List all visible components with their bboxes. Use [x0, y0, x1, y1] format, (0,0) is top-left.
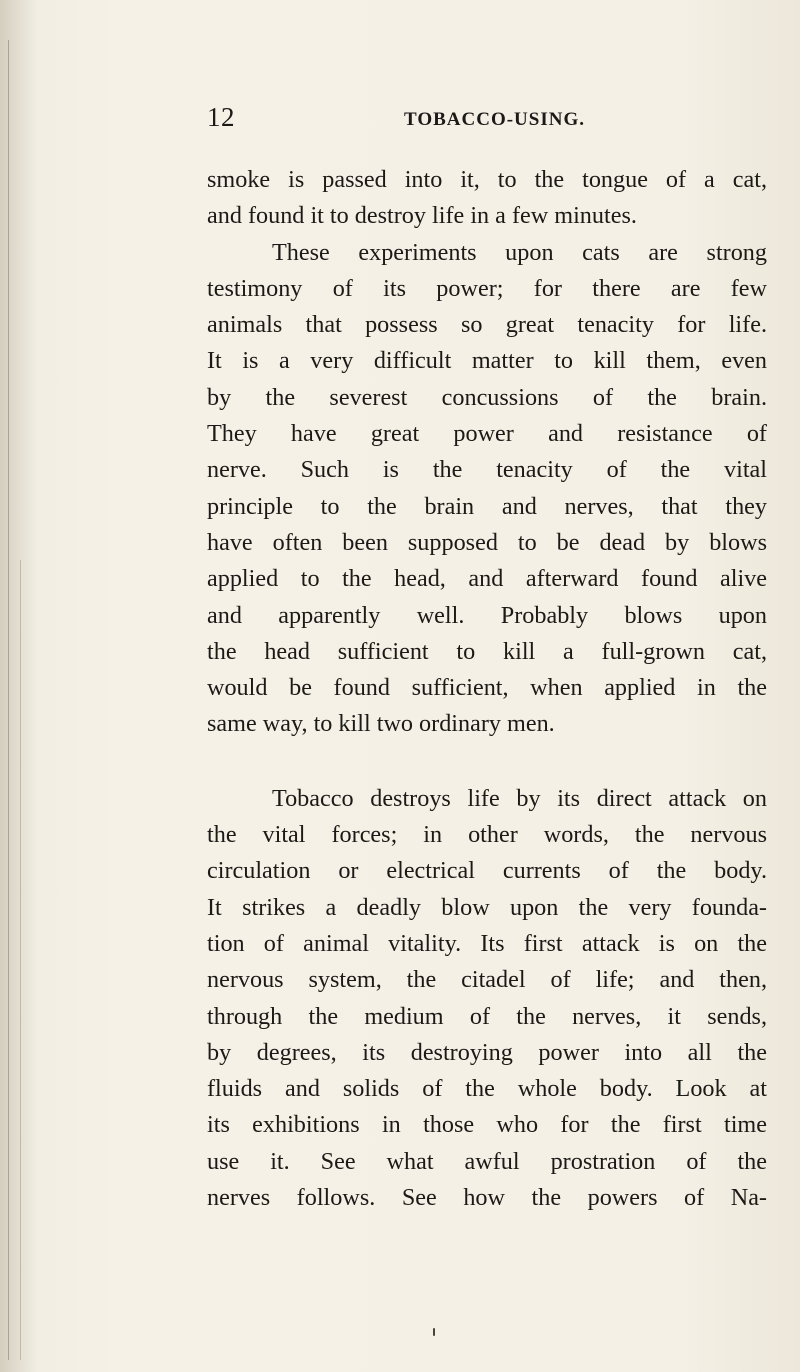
text-line: It strikes a deadly blow upon the very founda- [207, 893, 767, 921]
text-line: by degrees, its destroying power into all the [207, 1038, 767, 1066]
text-line: have often been supposed to be dead by blows [207, 528, 767, 556]
text-line: and apparently well. Probably blows upon [207, 601, 767, 629]
text-line: its exhibitions in those who for the first time [207, 1111, 767, 1139]
text-line: nervous system, the citadel of life; and then, [207, 966, 767, 994]
text-line: applied to the head, and afterward found alive [207, 565, 767, 593]
text-line: and found it to destroy life in a few minutes. [207, 202, 637, 230]
text-line: by the severest concussions of the brain. [207, 383, 767, 411]
paragraph [207, 781, 767, 1217]
text-line: the vital forces; in other words, the nervous [207, 821, 767, 849]
text-line: testimony of its power; for there are few [207, 274, 767, 302]
running-title: TOBACCO-USING. [404, 109, 585, 130]
page-number: 12 [207, 102, 235, 132]
text-line: same way, to kill two ordinary men. [207, 710, 555, 738]
text-line: would be found sufficient, when applied in the [207, 674, 767, 702]
text-line: tion of animal vitality. Its first attack is on the [207, 929, 767, 957]
text-line: use it. See what awful prostration of the [207, 1147, 767, 1175]
text-line: nerves follows. See how the powers of Na- [207, 1184, 767, 1212]
text-line: nerve. Such is the tenacity of the vital [207, 456, 767, 484]
text-line: It is a very difficult matter to kill them, even [207, 347, 767, 375]
text-line: animals that possess so great tenacity for life. [207, 311, 767, 339]
text-line: fluids and solids of the whole body. Look at [207, 1075, 767, 1103]
binding-edge [20, 560, 21, 1360]
text-line: They have great power and resistance of [207, 420, 767, 448]
paragraph [207, 162, 767, 743]
text-line: circulation or electrical currents of the body. [207, 857, 767, 885]
text-line: the head sufficient to kill a full-grown cat, [207, 637, 767, 665]
text-line: Tobacco destroys life by its direct attack on [272, 784, 767, 812]
ink-speck [433, 1328, 435, 1336]
page-body [207, 162, 767, 1216]
text-line: smoke is passed into it, to the tongue of a cat, [207, 166, 767, 193]
binding-shadow [0, 0, 36, 1372]
text-line: through the medium of the nerves, it sends, [207, 1002, 767, 1030]
binding-edge [8, 40, 9, 1360]
paragraph-gap [207, 743, 767, 781]
running-header [207, 102, 767, 142]
text-line: principle to the brain and nerves, that they [207, 492, 767, 520]
text-line: These experiments upon cats are strong [272, 238, 767, 266]
